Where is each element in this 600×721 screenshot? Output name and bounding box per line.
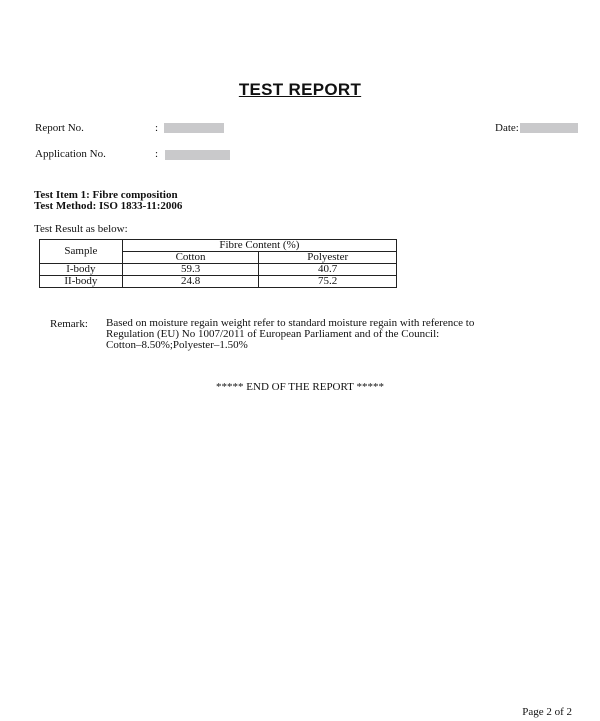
fibre-content-header-cell: Fibre Content (%) — [122, 240, 396, 252]
polyester-header-cell: Polyester — [259, 252, 397, 264]
remark-label: Remark: — [50, 318, 88, 330]
remark-text — [106, 318, 546, 351]
application-no-label: Application No. — [35, 148, 106, 160]
cotton-header-cell: Cotton — [122, 252, 259, 264]
table-row — [40, 264, 397, 276]
polyester-value-cell: 75.2 — [259, 276, 397, 288]
remark-line: Regulation (EU) No 1007/2011 of European Parliament and of the Council: — [106, 328, 440, 340]
remark-line: Based on moisture regain weight refer to standard moisture regain with reference to — [106, 317, 475, 329]
report-title: TEST REPORT — [238, 80, 362, 99]
table-header-row — [40, 240, 397, 252]
report-no-redacted — [164, 123, 224, 133]
sample-cell: II-body — [40, 276, 123, 288]
application-no-redacted — [165, 150, 230, 160]
test-item-line: Test Item 1: Fibre composition — [34, 189, 178, 201]
table-row — [40, 276, 397, 288]
date-label: Date: — [495, 122, 519, 134]
sample-header-cell: Sample — [40, 240, 123, 264]
end-of-report: ***** END OF THE REPORT ***** — [216, 381, 384, 393]
test-result-intro: Test Result as below: — [34, 223, 128, 235]
report-no-label: Report No. — [35, 122, 84, 134]
report-title-container — [0, 80, 600, 100]
report-no-colon: : — [155, 122, 159, 134]
date-redacted — [520, 123, 578, 133]
remark-line: Cotton–8.50%;Polyester–1.50% — [106, 339, 248, 351]
fibre-content-table — [39, 239, 397, 288]
test-method-line: Test Method: ISO 1833-11:2006 — [34, 200, 183, 212]
cotton-value-cell: 24.8 — [122, 276, 259, 288]
application-no-colon: : — [155, 148, 159, 160]
cotton-value-cell: 59.3 — [122, 264, 259, 276]
sample-cell: I-body — [40, 264, 123, 276]
page-number: Page 2 of 2 — [522, 706, 572, 718]
polyester-value-cell: 40.7 — [259, 264, 397, 276]
